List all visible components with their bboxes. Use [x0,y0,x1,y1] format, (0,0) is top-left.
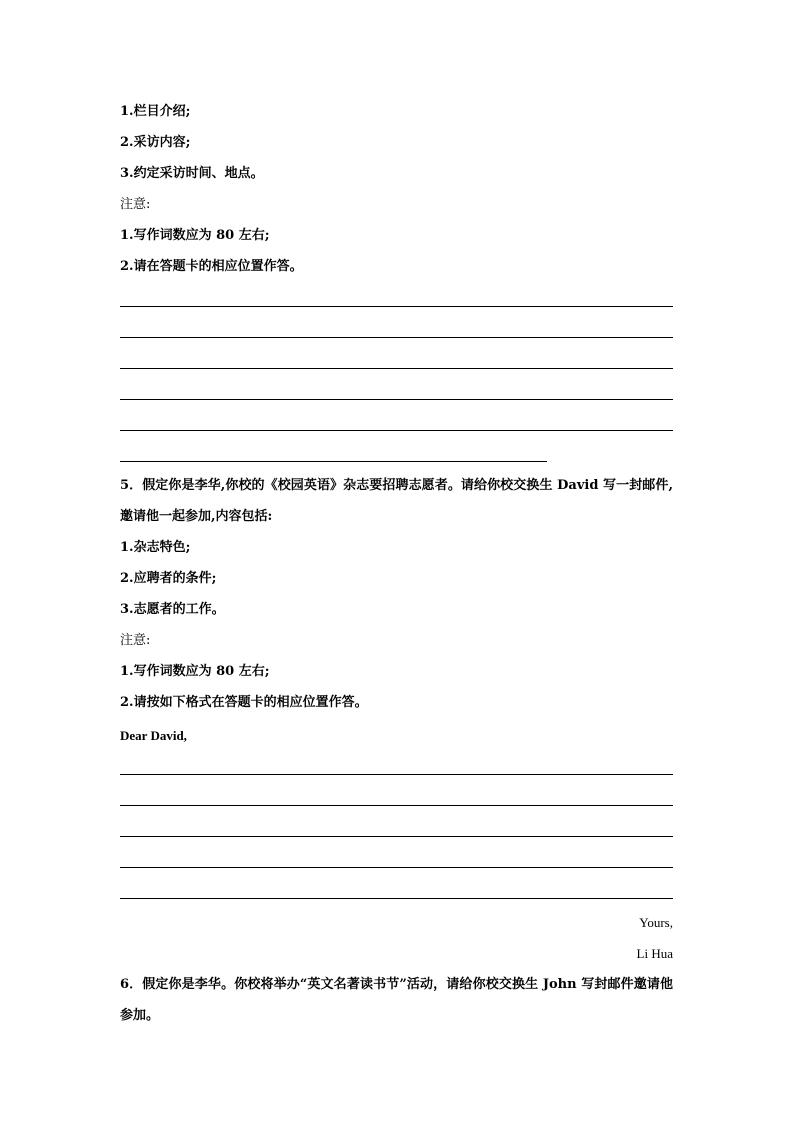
answer-line [120,867,673,868]
answer-line [120,430,673,431]
s4-note-title: 注意: [120,197,151,212]
s5-closing: Yours, [639,915,673,930]
s4-item-1: 1.栏目介绍; [120,104,191,119]
answer-line [120,368,673,369]
s5-prompt: 5．假定你是李华,你校的《校园英语》杂志要招聘志愿者。请给你校交换生 David 写一封邮件,邀请他一起参加,内容包括: [120,478,673,524]
s5-salutation: Dear David, [120,728,187,743]
s5-item-1: 1.杂志特色; [120,540,191,555]
s4-note-1: 1.写作词数应为 80 左右; [120,228,270,243]
answer-line [120,805,673,806]
answer-line [120,898,673,899]
answer-line [120,306,673,307]
s4-item-2: 2.采访内容; [120,135,191,150]
s6-prompt: 6．假定你是李华。你校将举办“英文名著读书节”活动，请给你校交换生 John 写封邮件邀请他参加。 [120,977,673,1023]
answer-line [120,337,673,338]
answer-line [120,461,547,462]
s5-item-2: 2.应聘者的条件; [120,571,217,586]
answer-line [120,774,673,775]
s5-note-title: 注意: [120,633,151,648]
answer-line [120,836,673,837]
s5-signature: Li Hua [636,946,673,961]
answer-line [120,399,673,400]
s4-item-3: 3.约定采访时间、地点。 [120,166,264,181]
s5-item-3: 3.志愿者的工作。 [120,602,225,617]
s5-note-2: 2.请按如下格式在答题卡的相应位置作答。 [120,695,368,710]
s4-note-2: 2.请在答题卡的相应位置作答。 [120,259,303,274]
s5-note-1: 1.写作词数应为 80 左右; [120,664,270,679]
